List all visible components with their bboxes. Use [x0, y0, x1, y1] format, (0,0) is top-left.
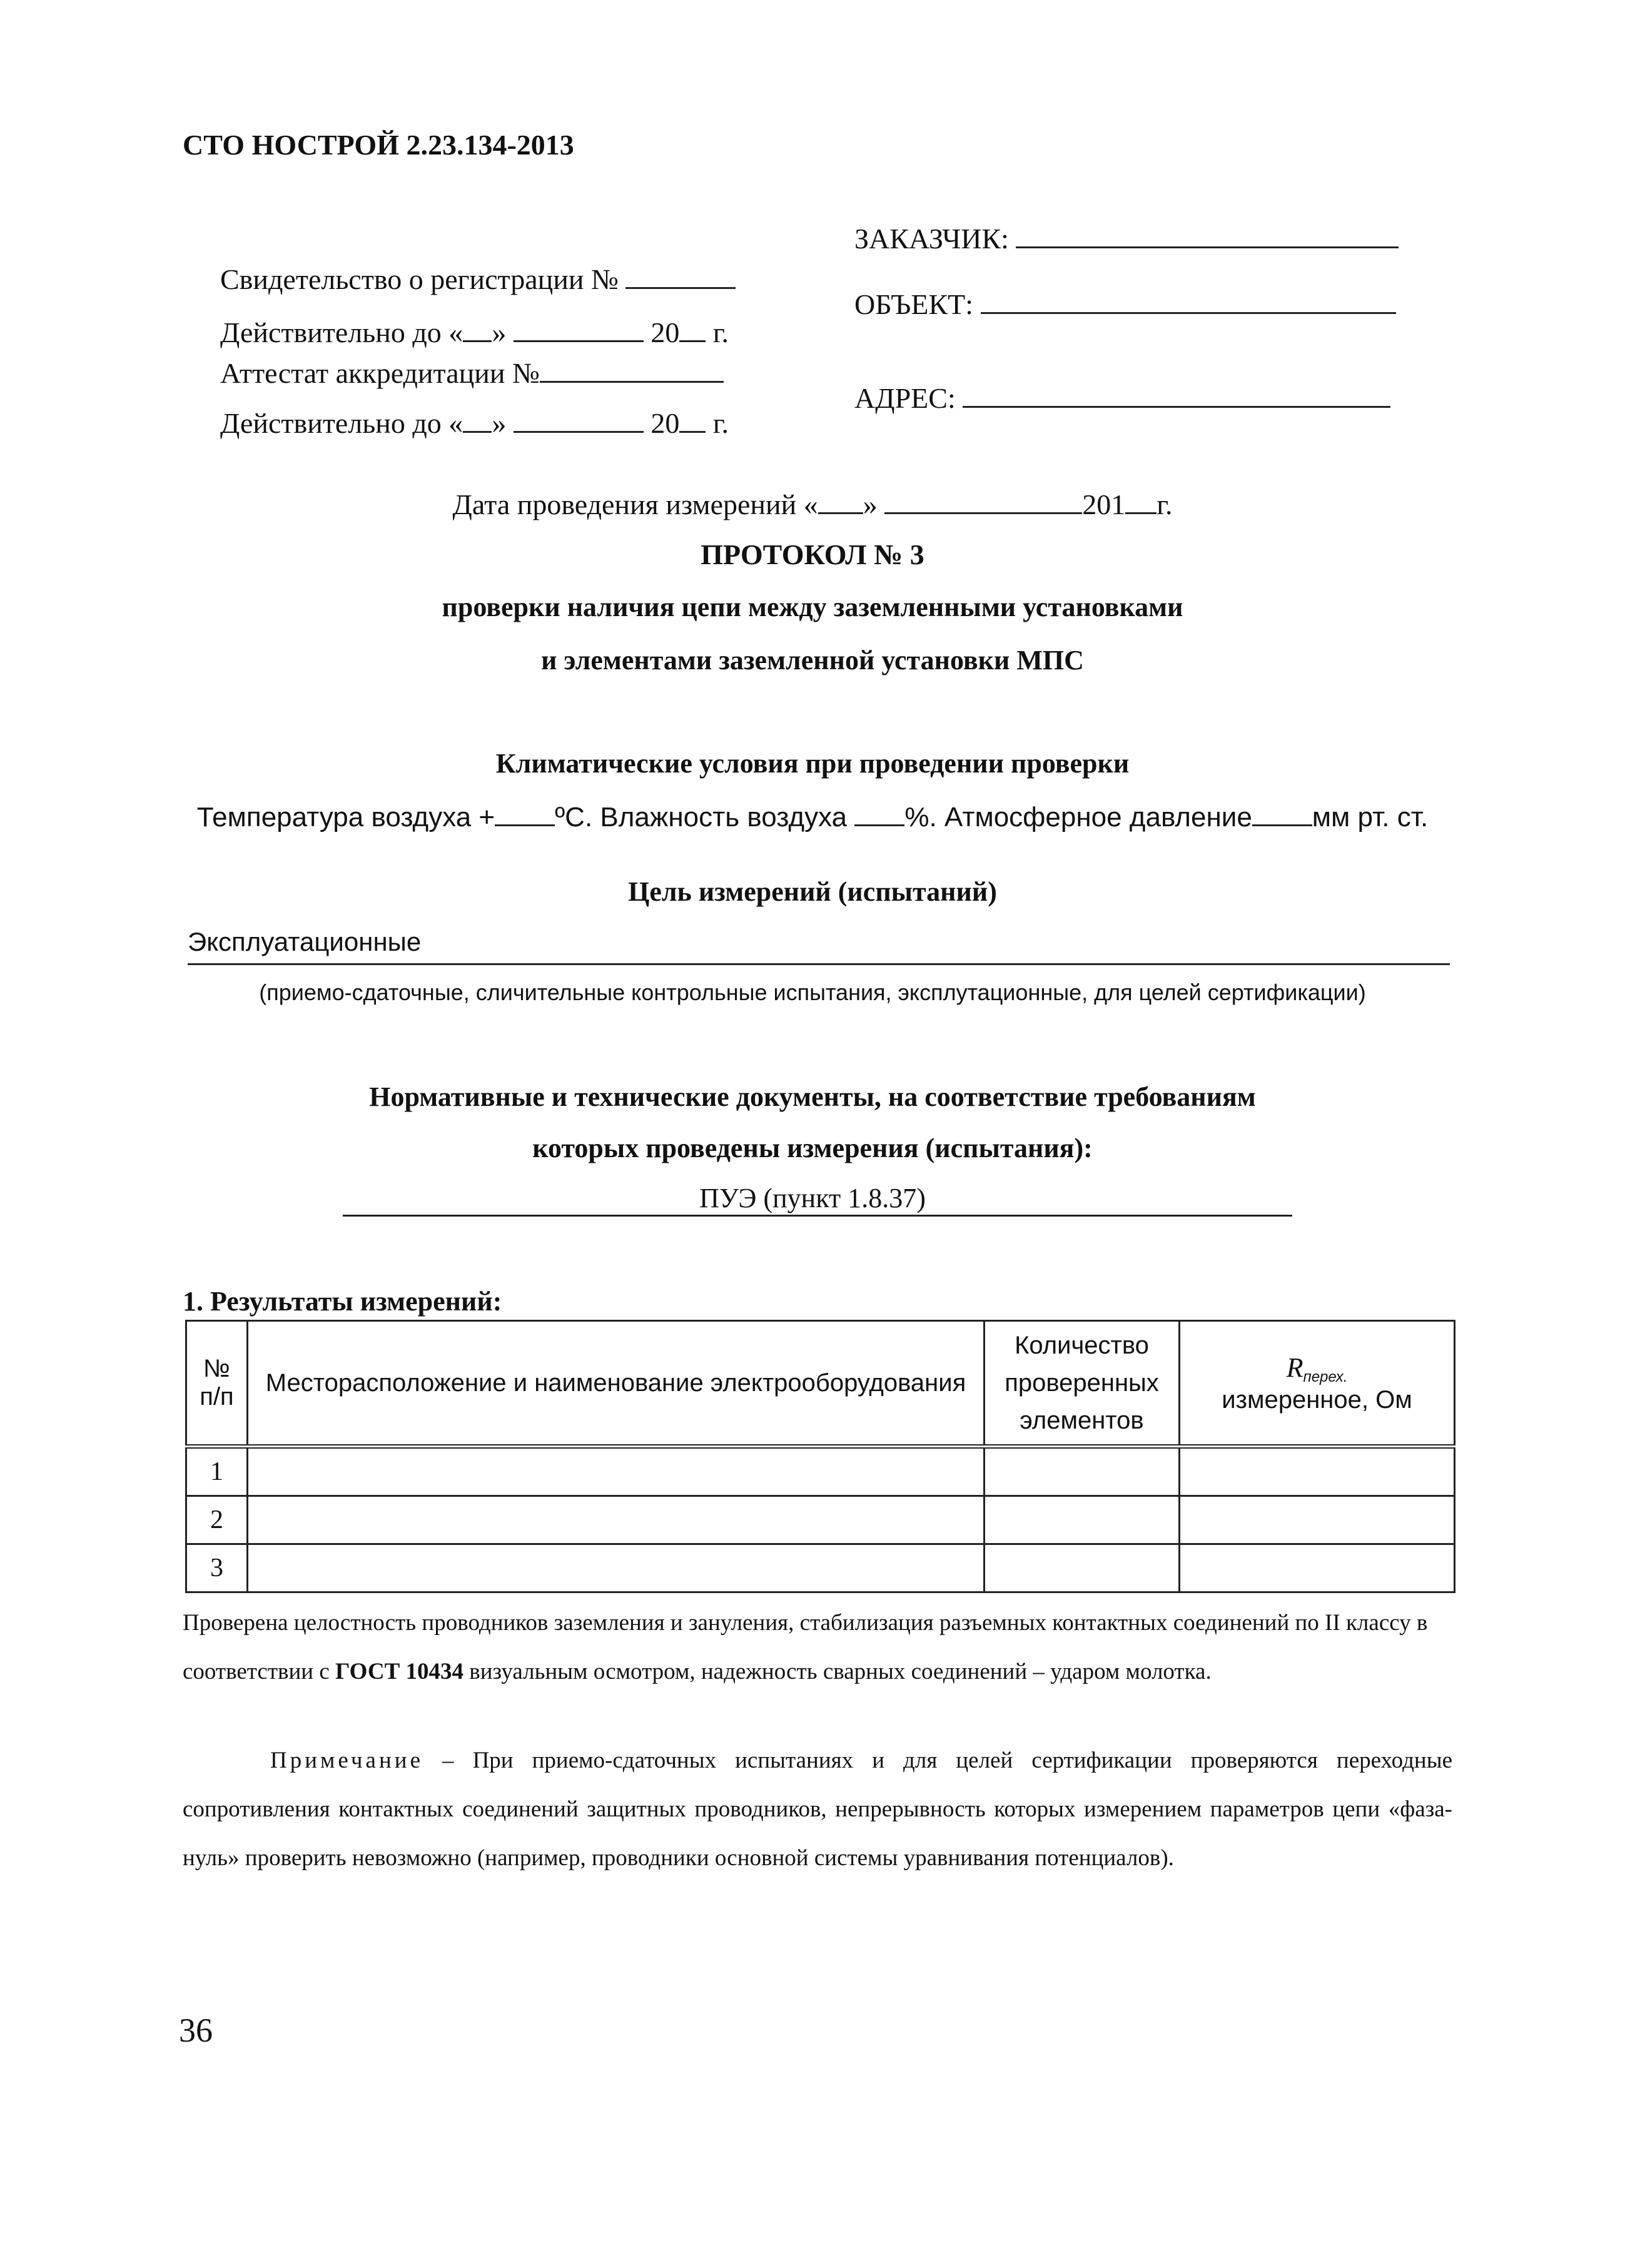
valid-until-year-field-1[interactable]	[679, 318, 706, 342]
address-label: АДРЕС:	[854, 382, 956, 414]
column-header-number-line-2: п/п	[200, 1383, 234, 1410]
resistance-symbol-subscript: перех.	[1303, 1369, 1348, 1385]
column-header-resistance	[1180, 1321, 1455, 1447]
temperature-unit-humidity-label: ºС. Влажность воздуха	[555, 802, 848, 833]
row-resistance-cell[interactable]	[1180, 1447, 1455, 1496]
measurement-year-prefix: 201	[1082, 489, 1126, 520]
results-heading: 1. Результаты измерений:	[183, 1286, 502, 1317]
row-resistance-cell[interactable]	[1180, 1496, 1455, 1544]
norms-value-field[interactable]: ПУЭ (пункт 1.8.37)	[699, 1183, 926, 1213]
temperature-label: Температура воздуха +	[196, 802, 495, 833]
customer-field[interactable]	[1016, 224, 1399, 248]
purpose-hint: (приемо-сдаточные, сличительные контрольные испытания, эксплутационные, для целей сертификации)	[259, 980, 1366, 1005]
column-header-count-line-1: Количество	[1015, 1332, 1149, 1359]
registration-number-field[interactable]	[625, 265, 736, 289]
accreditation-number-field[interactable]	[540, 358, 724, 383]
row-count-cell[interactable]	[985, 1544, 1180, 1592]
valid-until-line-1	[220, 316, 729, 349]
valid-until-year-field-2[interactable]	[679, 408, 706, 433]
measurement-year-suffix: г.	[1157, 489, 1173, 520]
verification-text-1: Проверена целостность проводников заземления и зануления, стабилизация разъемных контактных соединений по II классу в соответствии с	[183, 1610, 1428, 1684]
verification-text-2: визуальным осмотром, надежность сварных соединений – ударом молотка.	[463, 1659, 1212, 1684]
table-row	[186, 1496, 1455, 1544]
column-header-number	[186, 1321, 248, 1447]
registration-certificate-line	[220, 263, 736, 296]
table-row	[186, 1544, 1455, 1592]
registration-certificate-label: Свидетельство о регистрации №	[220, 263, 619, 295]
row-number: 2	[186, 1496, 248, 1544]
resistance-label: измеренное, Ом	[1222, 1386, 1412, 1414]
accreditation-label: Аттестат аккредитации №	[220, 357, 540, 389]
column-header-count-line-3: элементов	[1020, 1407, 1144, 1434]
protocol-subtitle-1: проверки наличия цепи между заземленными установками	[442, 592, 1183, 622]
valid-until-line-2	[220, 407, 729, 440]
accreditation-line	[220, 357, 724, 390]
object-line	[854, 288, 1396, 321]
object-label: ОБЪЕКТ:	[854, 288, 974, 320]
column-header-location: Месторасположение и наименование электрооборудования	[248, 1321, 985, 1447]
norms-underline	[343, 1215, 1292, 1217]
row-count-cell[interactable]	[985, 1447, 1180, 1496]
row-number: 3	[186, 1544, 248, 1592]
humidity-field[interactable]	[854, 802, 904, 826]
row-resistance-cell[interactable]	[1180, 1544, 1455, 1592]
note-label: Примечание	[270, 1748, 423, 1773]
measurement-date-quote: »	[863, 489, 878, 520]
valid-until-year-suffix-1: г.	[712, 316, 729, 348]
row-number: 1	[186, 1447, 248, 1496]
pressure-unit: мм рт. ст.	[1312, 802, 1429, 833]
resistance-symbol	[1180, 1352, 1454, 1386]
resistance-symbol-letter: R	[1286, 1352, 1304, 1383]
valid-until-month-field-2[interactable]	[514, 408, 644, 433]
table-row	[186, 1447, 1455, 1496]
column-header-count-line-2: проверенных	[1005, 1369, 1159, 1397]
pressure-field[interactable]	[1252, 802, 1312, 826]
valid-until-day-field-1[interactable]	[463, 318, 492, 342]
row-location-cell[interactable]	[248, 1447, 985, 1496]
climate-heading: Климатические условия при проведении проверки	[495, 748, 1130, 779]
results-table-header	[186, 1321, 1455, 1447]
valid-until-label-2: Действительно до «	[220, 407, 463, 439]
customer-line	[854, 222, 1399, 255]
measurement-date-line	[0, 488, 1625, 521]
norms-heading-2: которых проведены измерения (испытания):	[532, 1133, 1093, 1163]
results-table	[185, 1320, 1455, 1593]
page-number: 36	[179, 2012, 213, 2049]
norms-heading-1: Нормативные и технические документы, на соответствие требованиям	[369, 1081, 1256, 1112]
column-header-count	[985, 1321, 1180, 1447]
row-count-cell[interactable]	[985, 1496, 1180, 1544]
valid-until-day-field-2[interactable]	[463, 408, 492, 433]
purpose-heading: Цель измерений (испытаний)	[628, 876, 997, 907]
row-location-cell[interactable]	[248, 1496, 985, 1544]
humidity-unit-pressure-label: %. Атмосферное давление	[904, 802, 1252, 833]
climate-conditions-line	[0, 802, 1625, 833]
customer-label: ЗАКАЗЧИК:	[854, 223, 1009, 255]
note-text: – При приемо-сдаточных испытаниях и для целей сертификации проверяются переходные сопротивления контактных соединений защитных проводников, непрерывность которых измерением параметров цепи «фаза-нуль» проверить невозможно (например, проводники основной системы уравнивания потенциалов).	[183, 1748, 1452, 1871]
purpose-value-field[interactable]: Эксплуатационные	[188, 927, 422, 956]
measurement-month-field[interactable]	[884, 490, 1082, 514]
note-paragraph	[183, 1736, 1452, 1883]
gost-reference: ГОСТ 10434	[335, 1659, 463, 1684]
valid-until-label-1: Действительно до «	[220, 316, 463, 348]
valid-until-quote-1: »	[492, 316, 507, 348]
address-line	[854, 382, 1390, 415]
valid-until-month-field-1[interactable]	[514, 318, 644, 342]
document-code: СТО НОСТРОЙ 2.23.134-2013	[183, 129, 574, 161]
measurement-day-field[interactable]	[818, 490, 863, 514]
valid-until-century-1: 20	[651, 316, 680, 348]
verification-paragraph	[183, 1599, 1452, 1696]
column-header-number-line-1: №	[203, 1355, 230, 1382]
protocol-subtitle-2: и элементами заземленной установки МПС	[541, 645, 1084, 676]
valid-until-year-suffix-2: г.	[712, 407, 729, 439]
measurement-year-field[interactable]	[1125, 490, 1157, 514]
valid-until-century-2: 20	[651, 407, 680, 439]
protocol-title: ПРОТОКОЛ № 3	[701, 539, 924, 570]
purpose-underline	[188, 963, 1450, 965]
row-location-cell[interactable]	[248, 1544, 985, 1592]
measurement-date-label: Дата проведения измерений «	[452, 489, 818, 520]
valid-until-quote-2: »	[492, 407, 507, 439]
object-field[interactable]	[981, 290, 1396, 314]
temperature-field[interactable]	[495, 802, 555, 826]
address-field[interactable]	[963, 383, 1390, 408]
